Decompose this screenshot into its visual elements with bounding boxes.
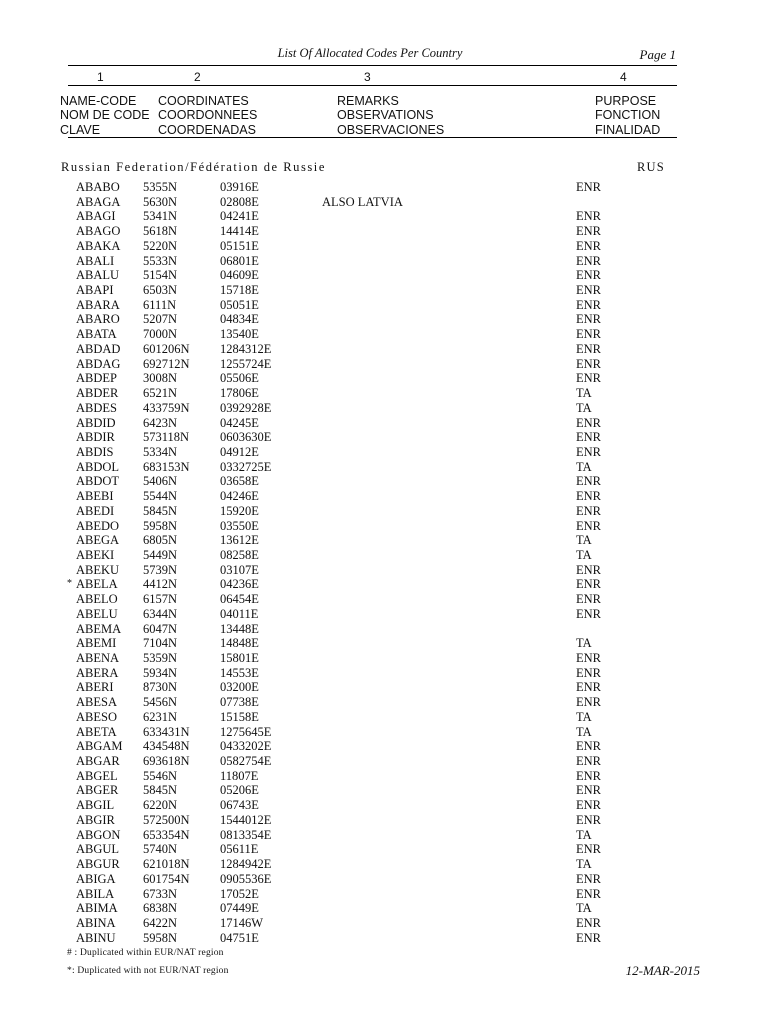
longitude-cell: 04241E [220, 209, 259, 224]
header-label: COORDENADAS [158, 122, 256, 137]
name-code-cell: ABGAM [76, 739, 123, 754]
longitude-cell: 17052E [220, 886, 259, 901]
latitude-cell: 5958N [143, 930, 178, 945]
table-row [0, 887, 768, 902]
table-row [0, 416, 768, 431]
latitude-cell: 7104N [143, 636, 178, 651]
longitude-cell: 04834E [220, 312, 259, 327]
table-row [0, 651, 768, 666]
longitude-cell: 06454E [220, 592, 259, 607]
name-code-cell: ABEDO [76, 518, 120, 533]
table-row [0, 828, 768, 843]
latitude-cell: 5341N [143, 209, 178, 224]
longitude-cell: 1284312E [220, 341, 272, 356]
longitude-cell: 15801E [220, 651, 259, 665]
purpose-cell: ENR [576, 253, 601, 268]
name-code-cell: ABEMI [76, 636, 117, 651]
purpose-cell: ENR [576, 297, 601, 312]
table-row [0, 901, 768, 916]
purpose-cell: TA [576, 386, 592, 401]
header-label: REMARKS [337, 94, 399, 108]
longitude-cell: 0603630E [220, 430, 272, 445]
name-code-cell: ABELU [76, 606, 118, 621]
header-label: OBSERVATIONS [337, 108, 434, 123]
name-code-cell: ABIMA [76, 901, 118, 916]
latitude-cell: 4412N [143, 577, 178, 592]
purpose-cell: TA [576, 827, 592, 842]
table-row [0, 695, 768, 710]
longitude-cell: 15158E [220, 709, 259, 724]
latitude-cell: 5220N [143, 238, 178, 253]
purpose-cell: TA [576, 533, 592, 548]
latitude-cell: 5449N [143, 547, 178, 562]
purpose-cell: ENR [576, 680, 601, 695]
longitude-cell: 0905536E [220, 871, 272, 886]
purpose-cell: ENR [576, 415, 601, 430]
table-row [0, 783, 768, 798]
table-row [0, 607, 768, 622]
name-code-cell: ABDOL [76, 459, 120, 474]
name-code-cell: ABEGA [76, 533, 120, 548]
purpose-cell: ENR [576, 224, 601, 239]
purpose-cell: ENR [576, 606, 601, 621]
table-row [0, 813, 768, 828]
name-code-cell: ABARO [76, 312, 120, 327]
name-code-cell: ABDIS [76, 444, 114, 459]
longitude-cell: 0332725E [220, 459, 272, 474]
table-row [0, 239, 768, 254]
longitude-cell: 15920E [220, 503, 259, 518]
purpose-cell: ENR [576, 754, 601, 769]
purpose-cell: ENR [576, 430, 601, 445]
longitude-cell: 03200E [220, 680, 259, 695]
table-row [0, 342, 768, 357]
purpose-cell: TA [576, 400, 592, 415]
header-rule-middle [68, 85, 677, 86]
latitude-cell: 6838N [143, 901, 178, 916]
name-code-cell: ABALU [76, 268, 120, 283]
purpose-cell: ENR [576, 474, 601, 489]
print-date: 12-MAR-2015 [625, 963, 700, 978]
table-row [0, 224, 768, 239]
latitude-cell: 5845N [143, 783, 178, 798]
purpose-cell: TA [576, 857, 592, 872]
table-row [0, 754, 768, 769]
longitude-cell: 05611E [220, 842, 259, 857]
header-label: NAME-CODE [60, 94, 137, 108]
longitude-cell: 05506E [220, 371, 259, 386]
purpose-cell: ENR [576, 444, 601, 459]
latitude-cell: 6733N [143, 886, 178, 901]
name-code-cell: ABDAG [76, 356, 121, 371]
longitude-cell: 1255724E [220, 356, 272, 371]
purpose-cell: ENR [576, 356, 601, 371]
purpose-cell: ENR [576, 886, 601, 901]
latitude-cell: 6503N [143, 283, 178, 298]
page-number: Page 1 [639, 47, 676, 62]
name-code-cell: ABDER [76, 386, 119, 401]
header-label: COORDONNEES [158, 108, 258, 123]
header-label: CLAVE [60, 122, 101, 137]
header-label: FONCTION [595, 108, 661, 123]
table-row [0, 872, 768, 887]
footnote-asterisk: *: Duplicated with not EUR/NAT region [67, 966, 229, 976]
header-rule-bottom [68, 137, 677, 138]
table-row [0, 739, 768, 754]
longitude-cell: 04751E [220, 930, 259, 945]
latitude-cell: 6423N [143, 415, 178, 430]
purpose-cell: ENR [576, 930, 601, 945]
purpose-cell: ENR [576, 238, 601, 253]
latitude-cell: 683153N [143, 459, 190, 474]
table-row [0, 209, 768, 224]
table-row [0, 842, 768, 857]
latitude-cell: 692712N [143, 356, 190, 371]
latitude-cell: 5958N [143, 518, 178, 533]
name-code-cell: ABIGA [76, 871, 116, 886]
purpose-cell: TA [576, 709, 592, 724]
header-label: NOM DE CODE [60, 108, 150, 123]
table-row [0, 577, 768, 592]
column-number-2: 2 [194, 70, 201, 84]
purpose-cell: ENR [576, 812, 601, 827]
longitude-cell: 11807E [220, 768, 259, 783]
table-row [0, 430, 768, 445]
latitude-cell: 5845N [143, 503, 178, 518]
longitude-cell: 03658E [220, 474, 259, 489]
table-row [0, 386, 768, 401]
longitude-cell: 13448E [220, 621, 259, 636]
latitude-cell: 433759N [143, 400, 190, 415]
table-row [0, 592, 768, 607]
footnote-hash: # : Duplicated within EUR/NAT region [67, 948, 224, 958]
table-row [0, 916, 768, 931]
latitude-cell: 653354N [143, 827, 190, 842]
country-name: Russian Federation/Fédération de Russie [61, 160, 326, 174]
code-table [0, 180, 768, 945]
name-code-cell: ABEBI [76, 489, 114, 504]
latitude-cell: 601754N [143, 871, 190, 886]
latitude-cell: 5359N [143, 651, 178, 665]
latitude-cell: 5739N [143, 562, 178, 577]
purpose-cell: ENR [576, 268, 601, 283]
latitude-cell: 6157N [143, 592, 178, 607]
latitude-cell: 434548N [143, 739, 190, 754]
table-row [0, 312, 768, 327]
purpose-cell: ENR [576, 577, 601, 592]
name-code-cell: ABDAD [76, 341, 121, 356]
longitude-cell: 14414E [220, 224, 259, 239]
longitude-cell: 0582754E [220, 754, 272, 769]
table-row [0, 445, 768, 460]
longitude-cell: 13540E [220, 327, 259, 342]
longitude-cell: 07738E [220, 695, 259, 710]
column-number-1: 1 [97, 70, 104, 84]
name-code-cell: ABATA [76, 327, 117, 342]
latitude-cell: 5630N [143, 194, 178, 209]
purpose-cell: ENR [576, 651, 601, 665]
name-code-cell: ABGUR [76, 857, 120, 872]
name-code-cell: ABINA [76, 915, 116, 930]
table-row [0, 180, 768, 195]
longitude-cell: 1284942E [220, 857, 272, 872]
longitude-cell: 1544012E [220, 812, 272, 827]
name-code-cell: ABESO [76, 709, 117, 724]
latitude-cell: 8730N [143, 680, 178, 695]
latitude-cell: 5334N [143, 444, 178, 459]
name-code-cell: ABGAR [76, 754, 120, 769]
longitude-cell: 14553E [220, 665, 259, 680]
latitude-cell: 633431N [143, 724, 190, 739]
name-code-cell: ABEMA [76, 621, 122, 636]
header-label: PURPOSE [595, 94, 657, 108]
latitude-cell: 6220N [143, 798, 178, 813]
table-row [0, 636, 768, 651]
longitude-cell: 04236E [220, 577, 259, 592]
column-header-name-code [60, 94, 150, 137]
longitude-cell: 05151E [220, 238, 259, 253]
table-row [0, 519, 768, 534]
table-row [0, 710, 768, 725]
duplicate-marker-cell: * [67, 578, 72, 590]
column-header-purpose [595, 94, 660, 137]
longitude-cell: 17146W [220, 915, 264, 930]
latitude-cell: 6344N [143, 606, 178, 621]
table-row [0, 563, 768, 578]
name-code-cell: ABEKU [76, 562, 120, 577]
longitude-cell: 06743E [220, 798, 259, 813]
longitude-cell: 13612E [220, 533, 259, 548]
purpose-cell: ENR [576, 798, 601, 813]
purpose-cell: ENR [576, 341, 601, 356]
name-code-cell: ABEDI [76, 503, 115, 518]
name-code-cell: ABAGI [76, 209, 116, 224]
table-row [0, 489, 768, 504]
latitude-cell: 601206N [143, 341, 190, 356]
longitude-cell: 04246E [220, 489, 259, 504]
purpose-cell: ENR [576, 842, 601, 857]
longitude-cell: 0813354E [220, 827, 272, 842]
name-code-cell: ABINU [76, 930, 116, 945]
latitude-cell: 6047N [143, 621, 178, 636]
header-rule-top [68, 65, 677, 66]
latitude-cell: 6805N [143, 533, 178, 548]
longitude-cell: 1275645E [220, 724, 272, 739]
name-code-cell: ABALI [76, 253, 115, 268]
name-code-cell: ABGIR [76, 812, 115, 827]
name-code-cell: ABABO [76, 180, 120, 194]
table-row [0, 357, 768, 372]
purpose-cell: ENR [576, 489, 601, 504]
document-title: List Of Allocated Codes Per Country [277, 46, 463, 60]
latitude-cell: 6422N [143, 915, 178, 930]
longitude-cell: 14848E [220, 636, 259, 651]
longitude-cell: 05051E [220, 297, 259, 312]
name-code-cell: ABDID [76, 415, 116, 430]
longitude-cell: 04609E [220, 268, 259, 283]
longitude-cell: 07449E [220, 901, 259, 916]
purpose-cell: ENR [576, 180, 601, 194]
latitude-cell: 572500N [143, 812, 190, 827]
purpose-cell: TA [576, 901, 592, 916]
header-label: COORDINATES [158, 94, 249, 108]
latitude-cell: 5546N [143, 768, 178, 783]
purpose-cell: ENR [576, 562, 601, 577]
name-code-cell: ABELA [76, 577, 118, 592]
purpose-cell: ENR [576, 768, 601, 783]
name-code-cell: ABILA [76, 886, 115, 901]
longitude-cell: 05206E [220, 783, 259, 798]
purpose-cell: ENR [576, 665, 601, 680]
latitude-cell: 3008N [143, 371, 178, 386]
latitude-cell: 5533N [143, 253, 178, 268]
name-code-cell: ABGUL [76, 842, 120, 857]
longitude-cell: 02808E [220, 194, 259, 209]
name-code-cell: ABELO [76, 592, 118, 607]
purpose-cell: ENR [576, 312, 601, 327]
table-row [0, 327, 768, 342]
name-code-cell: ABENA [76, 651, 120, 665]
table-row [0, 769, 768, 784]
latitude-cell: 5934N [143, 665, 178, 680]
latitude-cell: 5207N [143, 312, 178, 327]
name-code-cell: ABGIL [76, 798, 115, 813]
name-code-cell: ABDOT [76, 474, 120, 489]
purpose-cell: ENR [576, 371, 601, 386]
latitude-cell: 6111N [143, 297, 177, 312]
name-code-cell: ABERI [76, 680, 114, 695]
longitude-cell: 0433202E [220, 739, 272, 754]
name-code-cell: ABAKA [76, 238, 121, 253]
purpose-cell: ENR [576, 283, 601, 298]
latitude-cell: 7000N [143, 327, 178, 342]
name-code-cell: ABAPI [76, 283, 114, 298]
name-code-cell: ABERA [76, 665, 119, 680]
longitude-cell: 08258E [220, 547, 259, 562]
purpose-cell: ENR [576, 739, 601, 754]
header-label: OBSERVACIONES [337, 122, 445, 137]
table-row [0, 798, 768, 813]
name-code-cell: ABDIR [76, 430, 115, 445]
purpose-cell: TA [576, 636, 592, 651]
purpose-cell: ENR [576, 695, 601, 710]
purpose-cell: ENR [576, 327, 601, 342]
latitude-cell: 5544N [143, 489, 178, 504]
country-code: RUS [637, 160, 665, 174]
name-code-cell: ABESA [76, 695, 117, 710]
latitude-cell: 5154N [143, 268, 178, 283]
table-row [0, 533, 768, 548]
table-row [0, 725, 768, 740]
column-header-coordinates [158, 94, 257, 137]
table-row [0, 268, 768, 283]
longitude-cell: 04245E [220, 415, 259, 430]
latitude-cell: 5618N [143, 224, 178, 239]
longitude-cell: 15718E [220, 283, 259, 298]
longitude-cell: 03107E [220, 562, 259, 577]
table-row [0, 680, 768, 695]
table-row [0, 283, 768, 298]
purpose-cell: TA [576, 459, 592, 474]
purpose-cell: ENR [576, 592, 601, 607]
table-row [0, 666, 768, 681]
table-row [0, 857, 768, 872]
purpose-cell: ENR [576, 915, 601, 930]
purpose-cell: ENR [576, 783, 601, 798]
column-header-remarks [337, 94, 444, 137]
purpose-cell: TA [576, 547, 592, 562]
column-number-4: 4 [620, 70, 627, 84]
longitude-cell: 03916E [220, 180, 259, 194]
name-code-cell: ABEKI [76, 547, 115, 562]
purpose-cell: ENR [576, 518, 601, 533]
name-code-cell: ABDES [76, 400, 117, 415]
name-code-cell: ABARA [76, 297, 120, 312]
header-label: FINALIDAD [595, 122, 661, 137]
table-row [0, 622, 768, 637]
table-row [0, 401, 768, 416]
latitude-cell: 573118N [143, 430, 190, 445]
latitude-cell: 6521N [143, 386, 178, 401]
latitude-cell: 6231N [143, 709, 178, 724]
table-row [0, 254, 768, 269]
latitude-cell: 693618N [143, 754, 190, 769]
name-code-cell: ABETA [76, 724, 117, 739]
latitude-cell: 5456N [143, 695, 178, 710]
name-code-cell: ABGEL [76, 768, 118, 783]
table-row [0, 474, 768, 489]
name-code-cell: ABGER [76, 783, 119, 798]
purpose-cell: ENR [576, 503, 601, 518]
longitude-cell: 04912E [220, 444, 259, 459]
name-code-cell: ABAGO [76, 224, 121, 239]
name-code-cell: ABDEP [76, 371, 117, 386]
longitude-cell: 04011E [220, 606, 259, 621]
longitude-cell: 06801E [220, 253, 259, 268]
table-row [0, 931, 768, 946]
table-row [0, 195, 768, 210]
name-code-cell: ABAGA [76, 194, 121, 209]
longitude-cell: 17806E [220, 386, 259, 401]
latitude-cell: 5355N [143, 180, 178, 194]
remarks-cell: ALSO LATVIA [322, 194, 403, 209]
name-code-cell: ABGON [76, 827, 121, 842]
column-number-3: 3 [364, 70, 371, 84]
purpose-cell: ENR [576, 871, 601, 886]
table-row [0, 504, 768, 519]
table-row [0, 371, 768, 386]
purpose-cell: ENR [576, 209, 601, 224]
latitude-cell: 621018N [143, 857, 190, 872]
latitude-cell: 5740N [143, 842, 178, 857]
purpose-cell: TA [576, 724, 592, 739]
table-row [0, 460, 768, 475]
longitude-cell: 03550E [220, 518, 259, 533]
table-row [0, 548, 768, 563]
longitude-cell: 0392928E [220, 400, 272, 415]
latitude-cell: 5406N [143, 474, 178, 489]
table-row [0, 298, 768, 313]
